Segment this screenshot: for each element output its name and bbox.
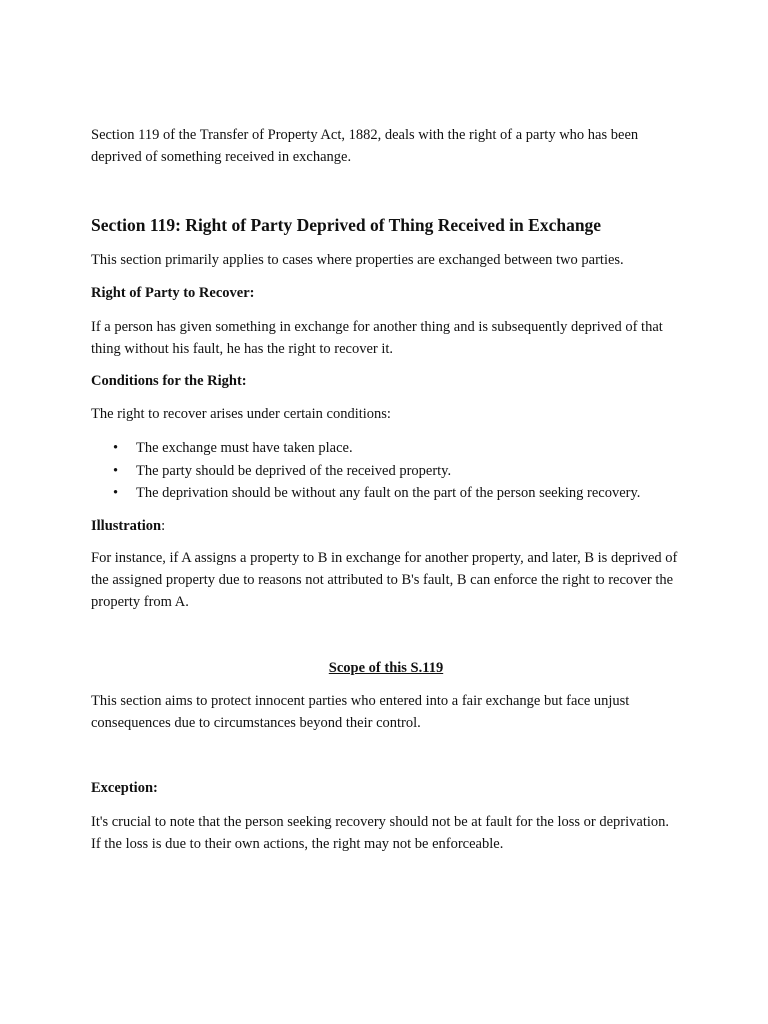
list-item-text: The exchange must have taken place.	[136, 440, 353, 456]
conditions-intro-paragraph: The right to recover arises under certain conditions:	[91, 406, 391, 422]
bullet-icon: •	[113, 485, 119, 501]
list-item	[91, 437, 681, 460]
bullet-icon: •	[113, 462, 119, 479]
conditions-heading: Conditions for the Right:	[91, 373, 247, 389]
list-item	[91, 460, 681, 483]
applies-paragraph: This section primarily applies to cases where properties are exchanged between two parties.	[91, 252, 624, 268]
bullet-icon: •	[113, 440, 119, 456]
illustration-heading	[91, 515, 681, 537]
scope-paragraph: This section aims to protect innocent parties who entered into a fair exchange but face unjust consequences due to circumstances beyond their control.	[91, 693, 630, 731]
illustration-paragraph: For instance, if A assigns a property to B in exchange for another property, and later, B is deprived of the assigned property due to reasons not attributed to B's fault, B can enforce the right to recover the property from A.	[91, 550, 678, 610]
illustration-label: Illustration	[91, 518, 162, 534]
exception-heading: Exception:	[91, 780, 158, 796]
intro-paragraph: Section 119 of the Transfer of Property Act, 1882, deals with the right of a party who has been deprived of something received in exchange.	[91, 127, 639, 165]
conditions-list	[91, 437, 681, 505]
section-heading: Section 119: Right of Party Deprived of Thing Received in Exchange	[91, 215, 602, 235]
scope-heading: Scope of this S.119	[328, 660, 444, 676]
recover-heading: Right of Party to Recover:	[91, 285, 255, 301]
list-item-text: The deprivation should be without any fault on the part of the person seeking recovery.	[136, 485, 641, 501]
list-item	[91, 482, 681, 505]
list-item-text: The party should be deprived of the received property.	[136, 462, 452, 479]
recover-paragraph: If a person has given something in exchange for another thing and is subsequently deprived of that thing without his fault, he has the right to recover it.	[91, 319, 663, 357]
document-page	[91, 0, 681, 1024]
exception-paragraph: It's crucial to note that the person seeking recovery should not be at fault for the loss or deprivation. If the loss is due to their own actions, the right may not be enforceable.	[91, 814, 670, 852]
illustration-colon: :	[161, 518, 166, 534]
